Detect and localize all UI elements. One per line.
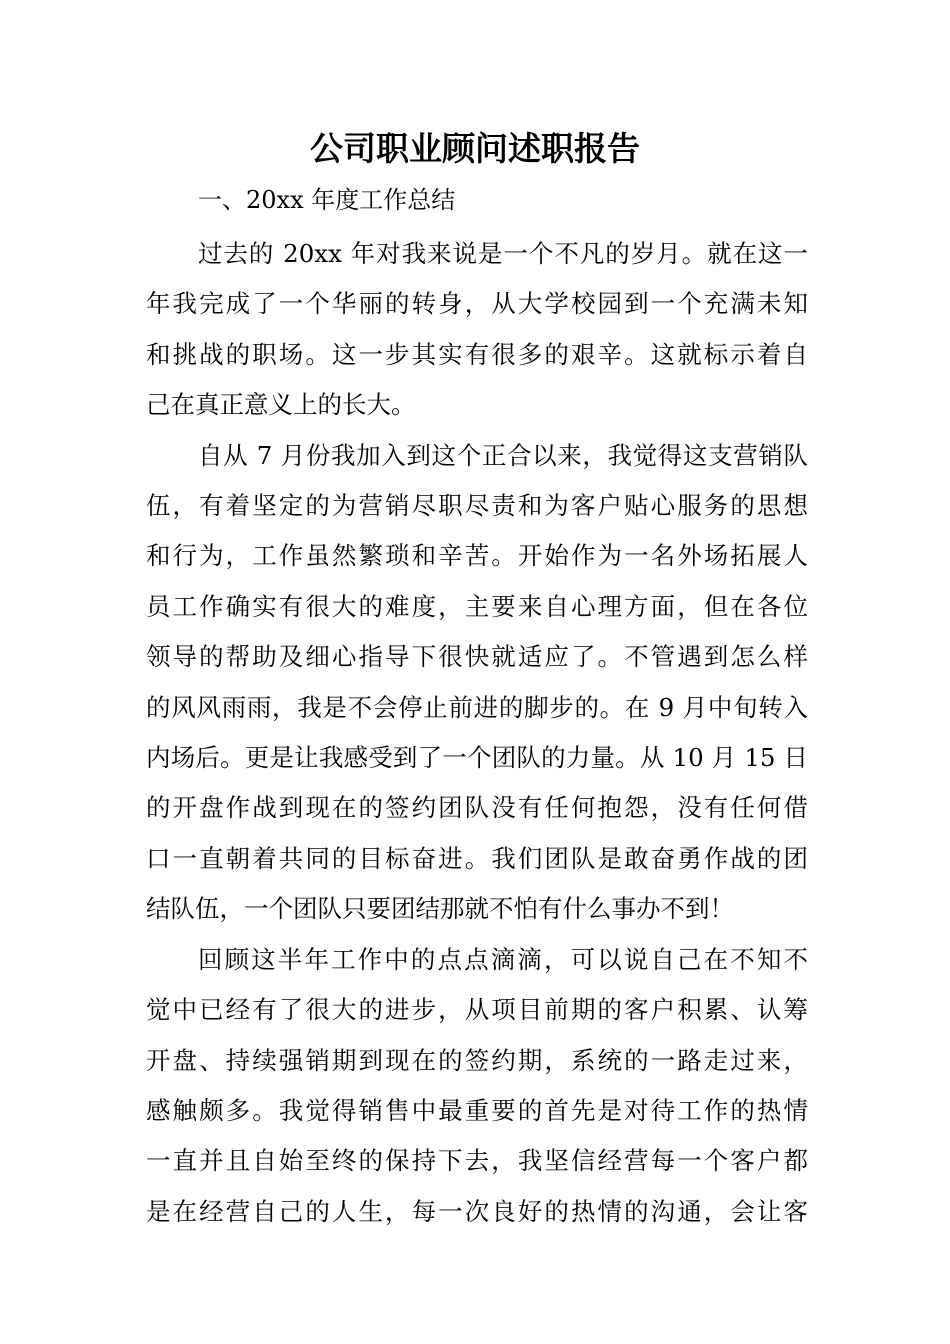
paragraph-1 — [146, 229, 808, 431]
paragraph-line: 和行为，工作虽然繁琐和辛苦。开始作为一名外场拓展人 — [146, 541, 808, 571]
paragraph-line: 伍，有着坚定的为营销尽职尽责和为客户贴心服务的思想 — [146, 491, 808, 521]
paragraph-line: 一直并且自始至终的保持下去，我坚信经营每一个客户都 — [146, 1146, 808, 1176]
paragraph-line: 员工作确实有很大的难度，主要来自心理方面，但在各位 — [146, 591, 808, 621]
document-body — [146, 229, 808, 1237]
paragraph-line: 感触颇多。我觉得销售中最重要的首先是对待工作的热情 — [146, 1095, 808, 1125]
paragraph-line: 口一直朝着共同的目标奋进。我们团队是敢奋勇作战的团 — [146, 843, 808, 873]
paragraph-line: 内场后。更是让我感受到了一个团队的力量。从 10 月 15 日 — [146, 743, 808, 773]
document-title: 公司职业顾问述职报告 — [310, 129, 640, 168]
paragraph-line: 和挑战的职场。这一步其实有很多的艰辛。这就标示着自 — [146, 339, 808, 369]
paragraph-line: 自从 7 月份我加入到这个正合以来，我觉得这支营销队 — [198, 440, 808, 470]
paragraph-line: 的风风雨雨，我是不会停止前进的脚步的。在 9 月中旬转入 — [146, 692, 808, 722]
paragraph-line: 领导的帮助及细心指导下很快就适应了。不管遇到怎么样 — [146, 642, 808, 672]
paragraph-3 — [146, 935, 808, 1237]
paragraph-line: 己在真正意义上的长大。 — [146, 390, 416, 420]
paragraph-line: 觉中已经有了很大的进步，从项目前期的客户积累、认筹 — [146, 995, 808, 1025]
paragraph-line: 是在经营自己的人生，每一次良好的热情的沟通，会让客 — [146, 1196, 808, 1226]
paragraph-line: 过去的 20xx 年对我来说是一个不凡的岁月。就在这一 — [198, 239, 808, 268]
paragraph-line: 结队伍，一个团队只要团结那就不怕有什么事办不到！ — [146, 894, 734, 924]
paragraph-line: 的开盘作战到现在的签约团队没有任何抱怨，没有任何借 — [146, 793, 808, 823]
paragraph-line: 开盘、持续强销期到现在的签约期，系统的一路走过来， — [146, 1045, 808, 1075]
paragraph-2 — [146, 431, 808, 935]
section-heading: 一、20xx 年度工作总结 — [198, 186, 456, 214]
paragraph-line: 回顾这半年工作中的点点滴滴，可以说自己在不知不 — [198, 944, 808, 974]
paragraph-line: 年我完成了一个华丽的转身，从大学校园到一个充满未知 — [146, 289, 808, 319]
